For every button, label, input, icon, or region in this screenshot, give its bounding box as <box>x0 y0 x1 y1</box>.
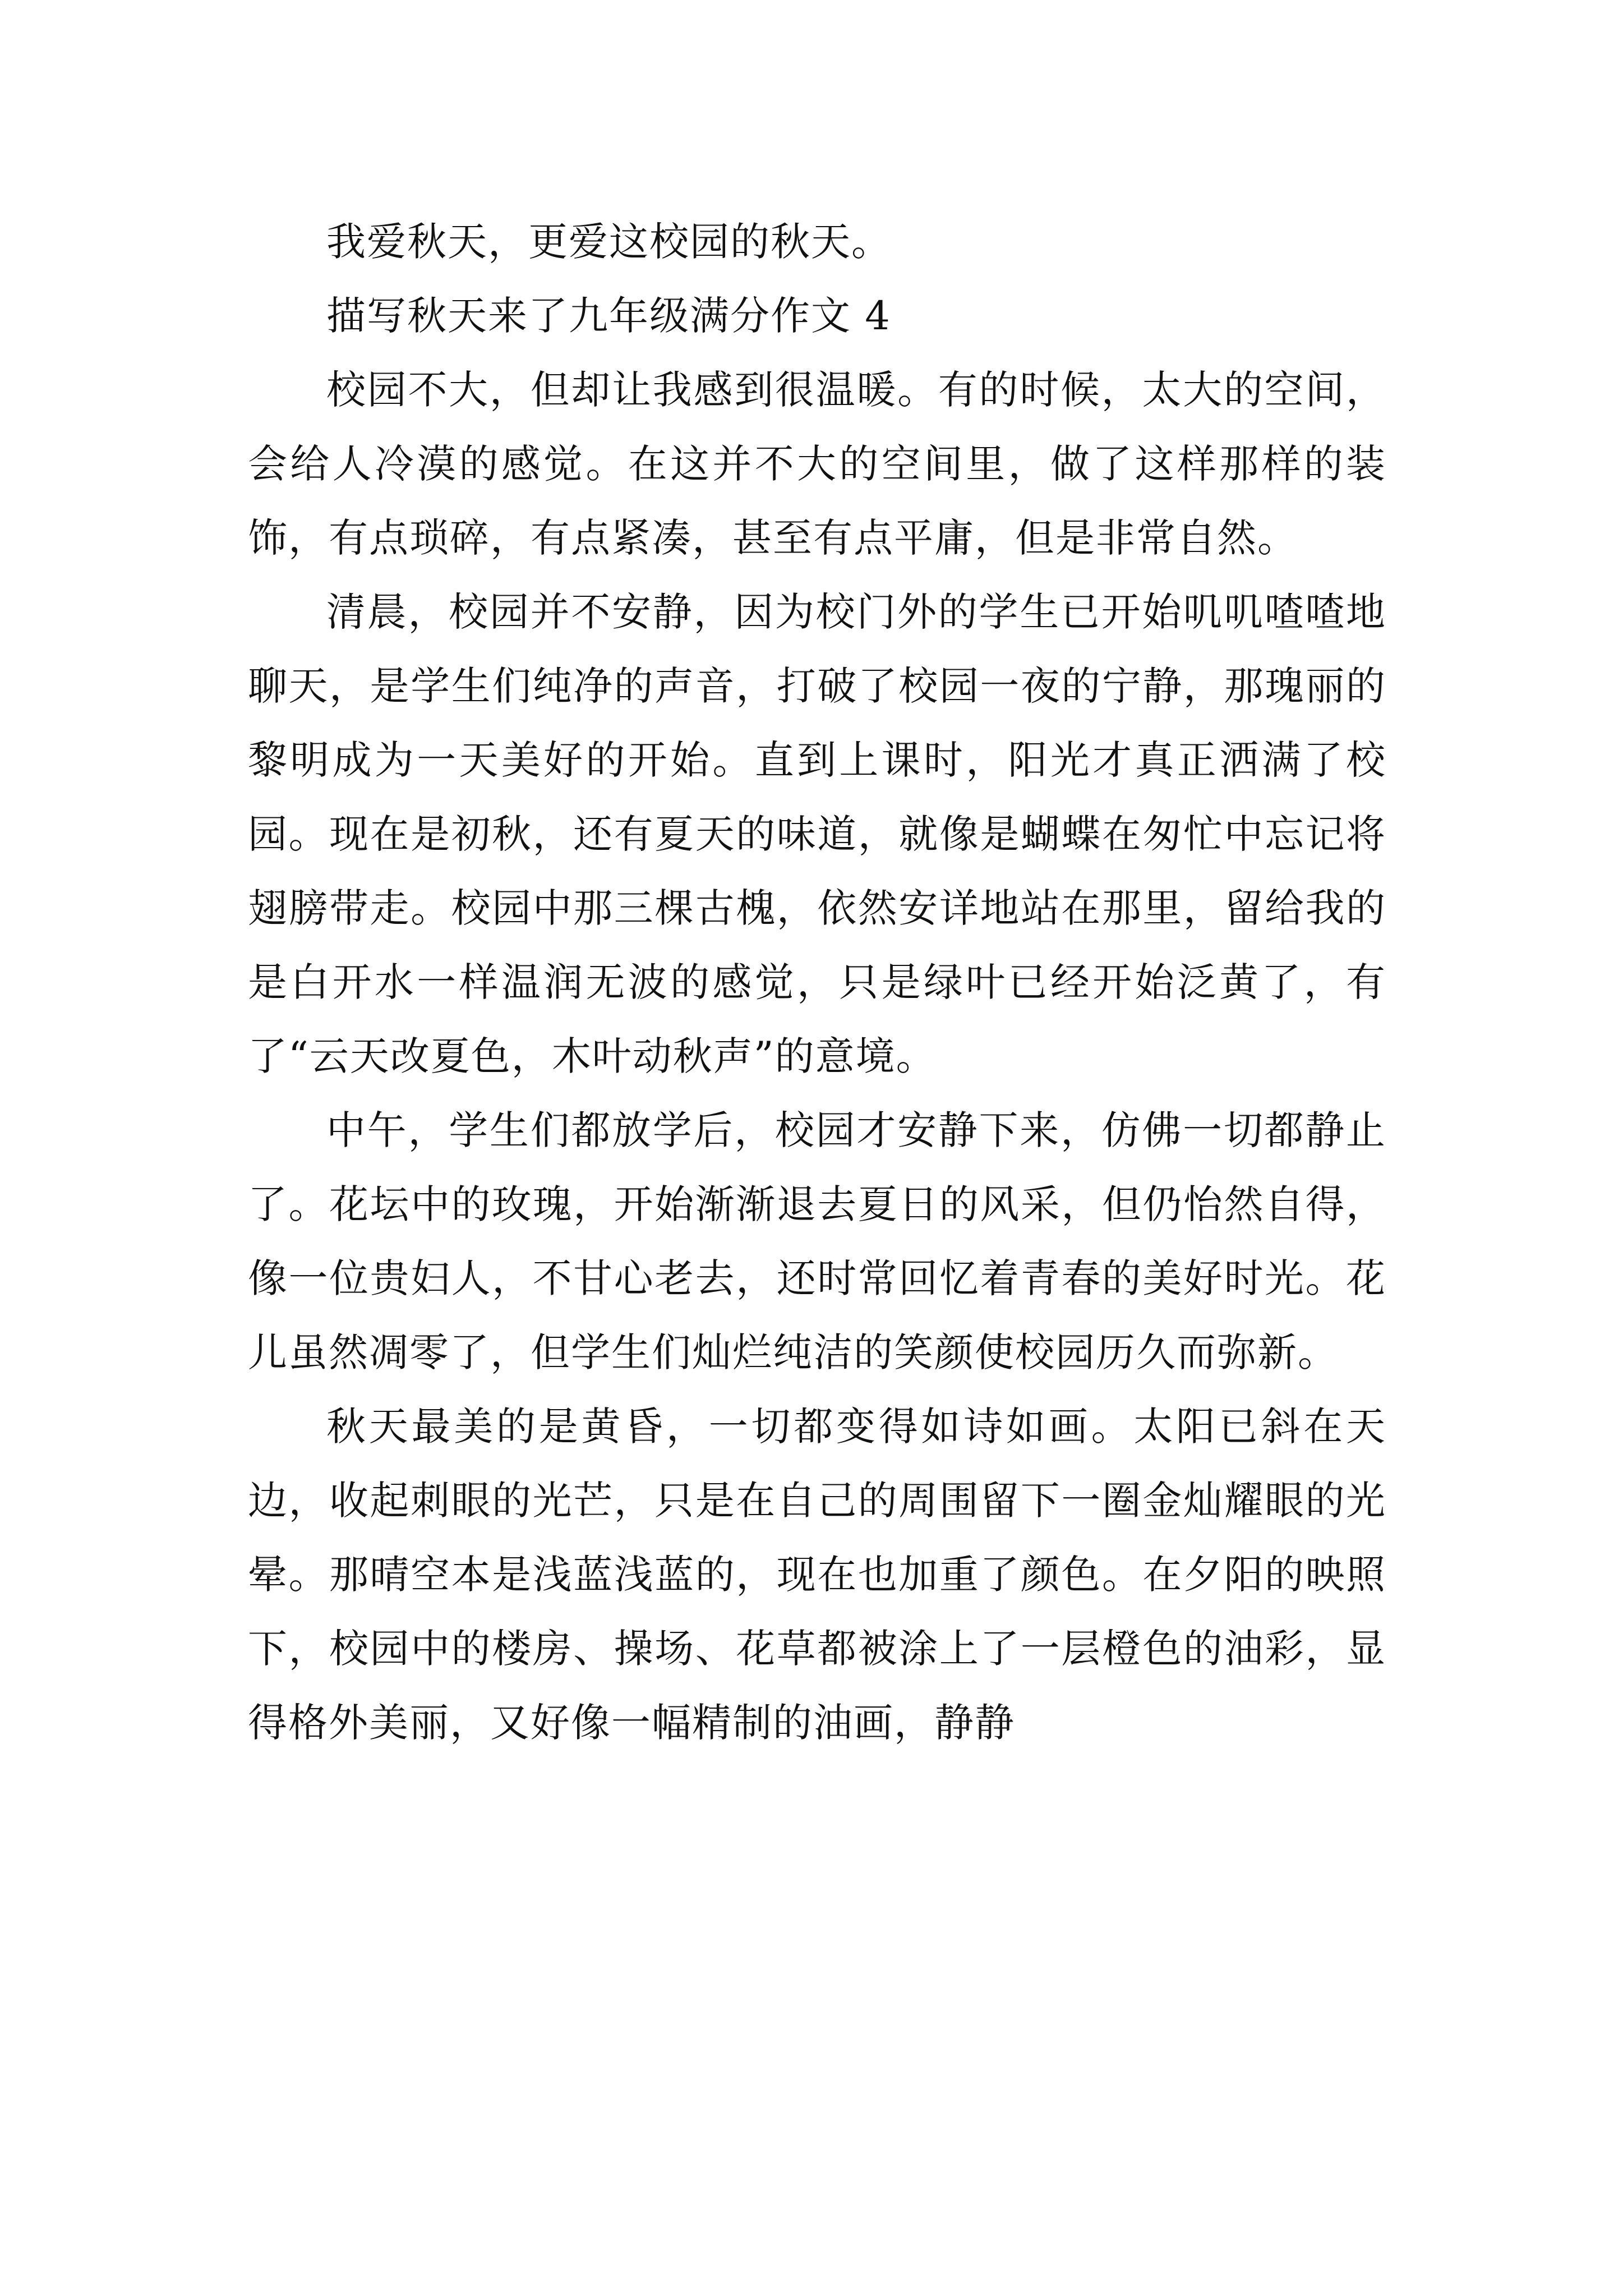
document-body <box>248 205 1386 1760</box>
section-heading: 描写秋天来了九年级满分作文 4 <box>326 293 891 339</box>
paragraph-2: 校园不大，但却让我感到很温暖。有的时候，太大的空间，会给人冷漠的感觉。在这并不大的空间里，做了这样那样的装饰，有点琐碎，有点紧凑，甚至有点平庸，但是非常自然。 <box>248 367 1386 561</box>
paragraph-5: 秋天最美的是黄昏，一切都变得如诗如画。太阳已斜在天边，收起刺眼的光芒，只是在自己的周围留下一圈金灿耀眼的光晕。那晴空本是浅蓝浅蓝的，现在也加重了颜色。在夕阳的映照下，校园中的楼房、操场、花草都被涂上了一层橙色的油彩，显得格外美丽，又好像一幅精制的油画，静静 <box>248 1404 1386 1746</box>
paragraph-4: 中午，学生们都放学后，校园才安静下来，仿佛一切都静止了。花坛中的玫瑰，开始渐渐退去夏日的风采，但仍怡然自得，像一位贵妇人，不甘心老去，还时常回忆着青春的美好时光。花儿虽然凋零了，但学生们灿烂纯洁的笑颜使校园历久而弥新。 <box>248 1107 1386 1375</box>
paragraph-1: 我爱秋天，更爱这校园的秋天。 <box>326 219 892 265</box>
paragraph-3: 清晨，校园并不安静，因为校门外的学生已开始叽叽喳喳地聊天，是学生们纯净的声音，打破了校园一夜的宁静，那瑰丽的黎明成为一天美好的开始。直到上课时，阳光才真正洒满了校园。现在是初秋，还有夏天的味道，就像是蝴蝶在匆忙中忘记将翅膀带走。校园中那三棵古槐，依然安详地站在那里，留给我的是白开水一样温润无波的感觉，只是绿叶已经开始泛黄了，有了“云天改夏色，木叶动秋声”的意境。 <box>248 589 1386 1079</box>
